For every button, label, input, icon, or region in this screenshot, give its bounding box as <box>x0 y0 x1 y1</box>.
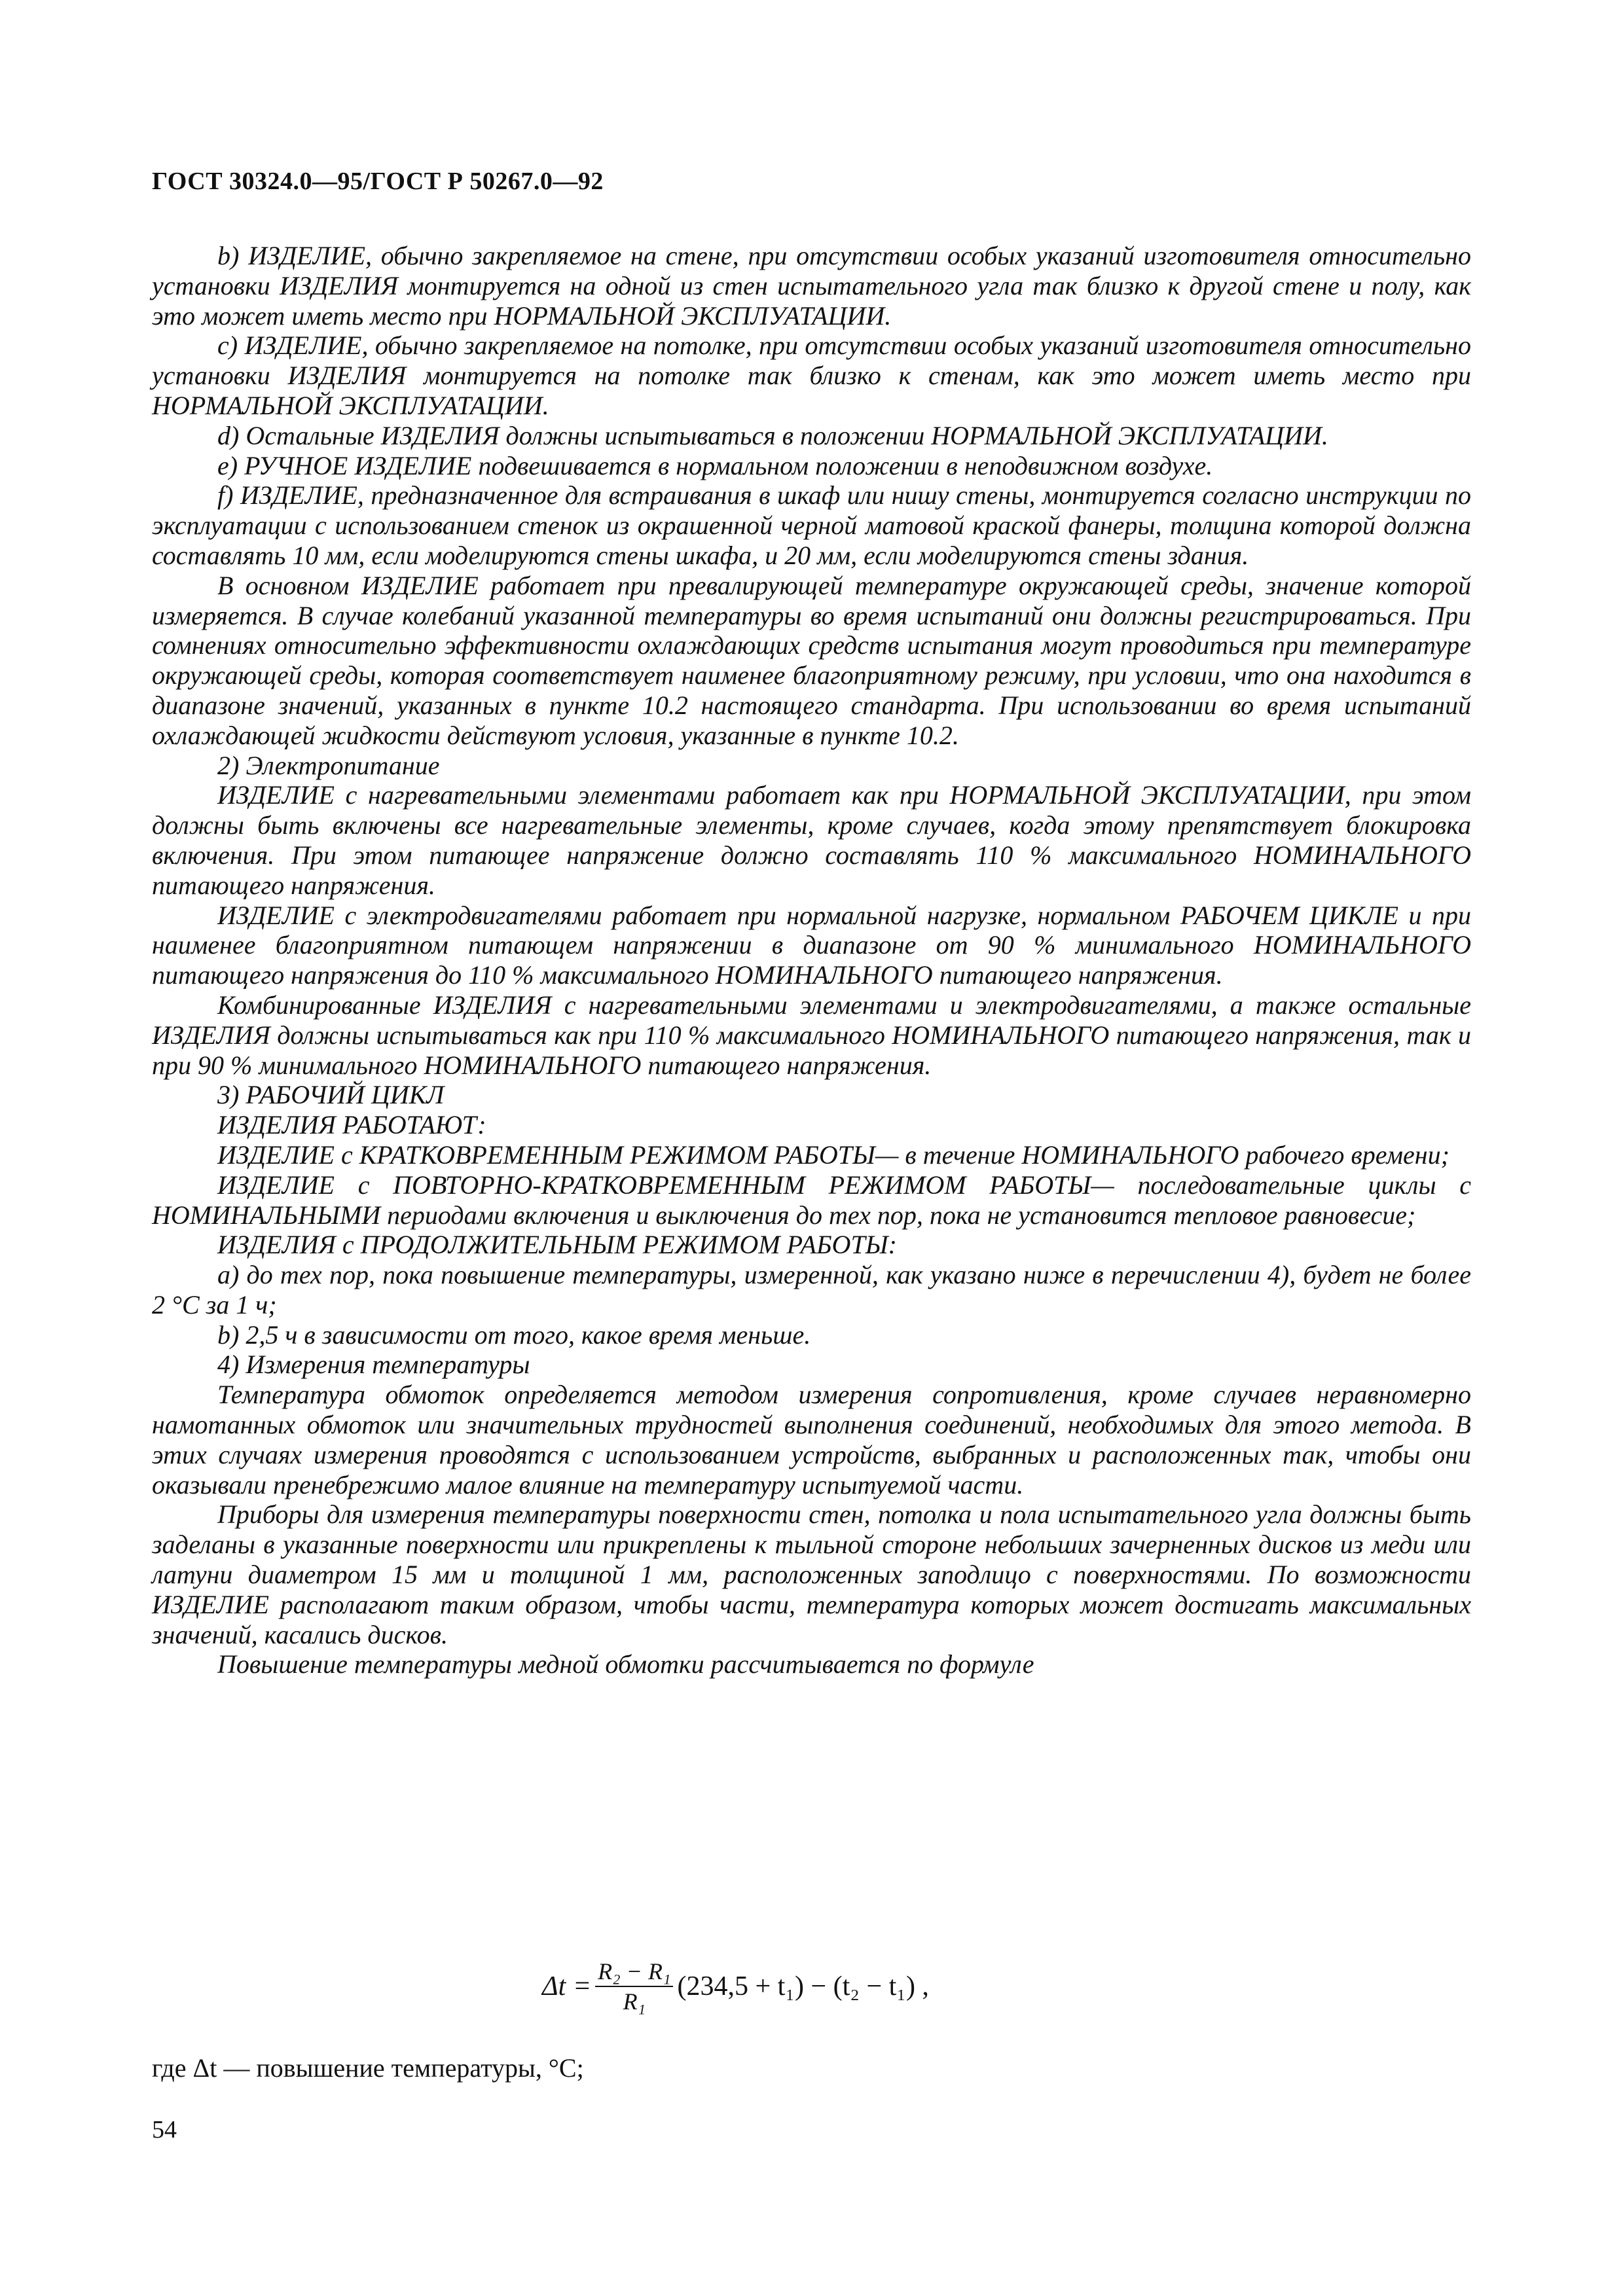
formula-where-line: где Δt — повышение температуры, °С; <box>152 2053 584 2083</box>
paragraph-motors: ИЗДЕЛИЕ с электродвигателями работает при нормальной нагрузке, нормальном РАБОЧЕМ ЦИКЛЕ и при наименее благоприятном питающем напряжении в диапазоне от 90 % минимального НОМИНАЛЬНОГО питающего напряжения до 110 % максимального НОМИНАЛЬНОГО питающего напряжения. <box>152 900 1471 990</box>
paragraph-products-operate: ИЗДЕЛИЯ РАБОТАЮТ: <box>217 1110 486 1140</box>
paragraph-b-wall-mounted: b) ИЗДЕЛИЕ, обычно закрепляемое на стене, при отсутствии особых указаний изготовителя относительно установки ИЗДЕЛИЯ монтируется на одной из стен испытательного угла так близко к другой стене и полу, как это может иметь место при НОРМАЛЬНОЙ ЭКСПЛУАТАЦИИ. <box>152 241 1471 331</box>
paragraph-ambient-temperature: В основном ИЗДЕЛИЕ работает при превалирующей температуре окружающей среды, значение которой измеряется. В случае колебаний указанной температуры во время испытаний они должны регистрироваться. При сомнениях относительно эффективности охлаждающих средств испытания могут проводиться при температуре окружающей среды, которая соответствует наименее благоприятному режиму, при условии, что она находится в диапазоне значений, указанных в пункте 10.2 настоящего стандарта. При использовании во время испытаний охлаждающей жидкости действуют условия, указанные в пункте 10.2. <box>152 570 1471 750</box>
heading-temperature-measurement: 4) Измерения температуры <box>217 1350 530 1380</box>
paragraph-surface-instruments: Приборы для измерения температуры поверхности стен, потолка и пола испытательного угла должны быть заделаны в указанные поверхности или прикреплены к тыльной стороне небольших зачерненных дисков из меди или латуни диаметром 15 мм и толщиной 1 мм, расположенных заподлицо с поверхностями. По возможности ИЗДЕЛИЕ располагают таким образом, чтобы части, температура которых может достигать максимальных значений, касались дисков. <box>152 1499 1471 1649</box>
formula-fraction <box>595 1957 673 2016</box>
paragraph-winding-temperature: Температура обмоток определяется методом измерения сопротивления, кроме случаев неравномерно намотанных обмоток или значительных трудностей выполнения соединений, необходимых для этого метода. В этих случаях измерения проводятся с использованием устройств, выбранных и расположенных так, чтобы они оказывали пренебрежимо малое влияние на температуру испытуемой части. <box>152 1380 1471 1499</box>
formula-numerator: R₂ − R₁ <box>595 1957 673 1987</box>
document-header: ГОСТ 30324.0—95/ГОСТ Р 50267.0—92 <box>152 168 604 195</box>
formula-rhs: (234,5 + t₁) − (t₂ − t₁) , <box>677 1971 929 2001</box>
paragraph-e-hand-held: e) РУЧНОЕ ИЗДЕЛИЕ подвешивается в нормальном положении в неподвижном воздухе. <box>217 450 1213 480</box>
document-body <box>152 241 1471 1679</box>
paragraph-c-ceiling-mounted: c) ИЗДЕЛИЕ, обычно закрепляемое на потолке, при отсутствии особых указаний изготовителя относительно установки ИЗДЕЛИЯ монтируется на потолке так близко к стенам, как это может иметь место при НОРМАЛЬНОЙ ЭКСПЛУАТАЦИИ. <box>152 331 1471 420</box>
paragraph-intermittent-operation: ИЗДЕЛИЕ с ПОВТОРНО-КРАТКОВРЕМЕННЫМ РЕЖИМОМ РАБОТЫ— последовательные циклы с НОМИНАЛЬНЫМИ периодами включения и выключения до тех пор, пока не установится тепловое равновесие; <box>152 1170 1471 1230</box>
paragraph-f-built-in: f) ИЗДЕЛИЕ, предназначенное для встраивания в шкаф или нишу стены, монтируется согласно инструкции по эксплуатации с использованием стенок из окрашенной черной матовой краской фанеры, толщина которой должна составлять 10 мм, если моделируются стены шкафа, и 20 мм, если моделируются стены здания. <box>152 480 1471 570</box>
formula-denominator: R₁ <box>623 1988 646 2015</box>
heading-power-supply: 2) Электропитание <box>217 750 440 780</box>
paragraph-formula-intro: Повышение температуры медной обмотки рассчитывается по формуле <box>217 1649 1034 1679</box>
paragraph-continuous-a: a) до тех пор, пока повышение температуры, измеренной, как указано ниже в перечислении 4), будет не более 2 °С за 1 ч; <box>152 1260 1471 1319</box>
formula-lhs: Δt = <box>542 1971 592 2001</box>
paragraph-d-other-products: d) Остальные ИЗДЕЛИЯ должны испытываться в положении НОРМАЛЬНОЙ ЭКСПЛУАТАЦИИ. <box>217 420 1328 450</box>
paragraph-combined-products: Комбинированные ИЗДЕЛИЯ с нагревательными элементами и электродвигателями, а также остальные ИЗДЕЛИЯ должны испытываться как при 110 % максимального НОМИНАЛЬНОГО питающего напряжения, так и при 90 % минимального НОМИНАЛЬНОГО питающего напряжения. <box>152 990 1471 1080</box>
paragraph-continuous-b: b) 2,5 ч в зависимости от того, какое время меньше. <box>217 1319 811 1350</box>
paragraph-heating-elements: ИЗДЕЛИЕ с нагревательными элементами работает как при НОРМАЛЬНОЙ ЭКСПЛУАТАЦИИ, при этом должны быть включены все нагревательные элементы, кроме случаев, когда этому препятствует блокировка включения. При этом питающее напряжение должно составлять 110 % максимального НОМИНАЛЬНОГО питающего напряжения. <box>152 780 1471 900</box>
page-number: 54 <box>152 2116 177 2144</box>
paragraph-short-time-operation: ИЗДЕЛИЕ с КРАТКОВРЕМЕННЫМ РЕЖИМОМ РАБОТЫ— в течение НОМИНАЛЬНОГО рабочего времени; <box>217 1139 1450 1170</box>
heading-operating-cycle: 3) РАБОЧИЙ ЦИКЛ <box>217 1080 445 1110</box>
paragraph-continuous-operation: ИЗДЕЛИЯ с ПРОДОЛЖИТЕЛЬНЫМ РЕЖИМОМ РАБОТЫ: <box>217 1230 897 1260</box>
temperature-rise-formula <box>542 1957 929 2016</box>
